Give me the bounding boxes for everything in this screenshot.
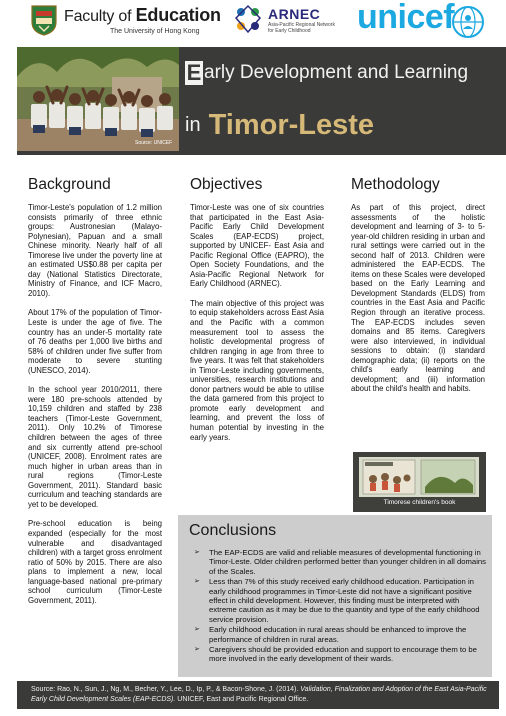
objectives-paragraph: Timor-Leste was one of six countries that participated in the East Asia-Pacific Early Child Development Scales (EAP-ECDS) project, supported by UNICEF- East Asia and Pacific Regional Office (EAPRO), the Open Society Foundations, and the Asia-Pacific Regional Network for Early Childhood (ARNEC).: [190, 203, 324, 289]
children-photo: [17, 47, 179, 151]
unicef-logo-text: unicef: [357, 0, 455, 36]
university-name: The University of Hong Kong: [110, 28, 200, 35]
objectives-section: [190, 176, 324, 452]
faculty-of-education-logo: [64, 6, 221, 35]
citation-authors: Source: Rao, N., Sun, J., Ng, M., Becher, Y., Lee, D., Ip, P., & Bacon-Shone, J. (2014).: [31, 686, 301, 693]
conclusions-heading: Conclusions: [189, 522, 277, 539]
citation-title: Validation, Finalization and Adoption of the East Asia-Pacific Early Child Development Scales (EAP-ECDS).: [31, 686, 487, 703]
arnec-logo: [268, 6, 338, 34]
title-initial: E: [186, 60, 202, 85]
hku-crest-logo: [30, 4, 58, 36]
objectives-paragraph: The main objective of this project was to equip stakeholders across East Asia and the Pacific with a common measurement tool to assess the holistic developmental progress of children ranging in age from three to five years. It was felt that stakeholders in Timor-Leste including governments, universities, research institutions and donor partners would be able to utilise the data garnered from this project to promote early development and learning, and prevent the loss of human potential by investing in the early years.: [190, 298, 324, 442]
conclusion-item: ➢ The EAP-ECDS are valid and reliable measures of developmental functioning in Timor-Leste. Older children performed better than younger children in all domains of the Scales.: [194, 548, 488, 576]
childrens-book-caption: Timorese children's book: [383, 499, 456, 506]
childrens-book-figure: [353, 452, 486, 512]
citation-publisher: UNICEF, East and Pacific Regional Office.: [175, 695, 309, 703]
background-section: [28, 176, 162, 615]
methodology-heading: Methodology: [351, 176, 440, 193]
background-paragraph: About 17% of the population of Timor-Leste is under the age of five. The country has an under-5 mortality rate of 76 deaths per 1,000 live births and 58% of children under five suffer from moderate to severe stunting (UNESCO, 2014).: [28, 308, 162, 375]
faculty-name: Education: [135, 5, 221, 25]
source-citation: [17, 681, 499, 709]
photo-source-caption: Source: UNICEF: [135, 140, 173, 146]
background-paragraph: Timor-Leste's population of 1.2 million consists primarily of three ethnic groups: Austronesian (Malayo-Polynesian), Papuan and a small Chinese minority. Nearly half of all Timorese live under the poverty line at an estimated US$0.88 per capita per day (National Statistics Directorate, Ministry of Finance, and ICF Macro, 2010).: [28, 203, 162, 298]
banner-title-line1: [185, 61, 468, 85]
title-rest: arly Development and Learning: [204, 62, 469, 83]
methodology-paragraph: As part of this project, direct assessments of the holistic development and learning of 3- to 5-year-old children residing in urban and rural settings were carried out in the second half of 2013. Children were administered the EAP-ECDS. The items on these Scales were developed based on the Early Learning and Development Standards (ELDS) from countries in the East Asia and Pacific Region through an iterative process. The EAP-ECDS includes seven domains and 85 items. Caregivers were also interviewed, in individual sessions to obtain: (i) standard demographic data; (ii) reports on the child's early learning and development; and (iii) information about the child's health and habits.: [351, 203, 485, 394]
faculty-prefix: Faculty of: [64, 8, 136, 25]
conclusions-list: [194, 548, 488, 665]
methodology-section: [351, 176, 485, 404]
title-in: in: [185, 114, 201, 136]
conclusions-box: [178, 515, 492, 677]
childrens-book-image: [359, 457, 479, 497]
conclusion-item: ➢ Caregivers should be provided education and support to encourage them to be more involved in the early development of their wards.: [194, 645, 488, 664]
banner-title-line2: [185, 109, 374, 142]
arnec-name: ARNEC: [268, 6, 321, 22]
background-paragraph: Pre-school education is being expanded (especially for the most vulnerable and disadvantaged children) with a target gross enrolment ratio of 50% by 2015. There are also plans to implement a new, local language-based national pre-primary school curriculum (Timor-Leste Government, 2011).: [28, 519, 162, 605]
title-country: Timor-Leste: [208, 109, 375, 141]
arnec-logo-icon: [232, 4, 264, 34]
logo-bar: [0, 0, 506, 44]
arnec-subtitle: Asia-Pacific Regional Network for Early Childhood: [268, 22, 335, 34]
conclusion-item: ➢ Less than 7% of this study received early childhood education. Participation in early childhood programmes in Timor-Leste did not have a significant positive effect in child development. However, this finding must be interpreted with extreme caution as it may be due to the quantity and type of the early childhood service provision.: [194, 577, 488, 624]
title-banner: [17, 47, 506, 155]
objectives-heading: Objectives: [190, 176, 263, 193]
unicef-globe-icon: [451, 5, 485, 39]
background-heading: Background: [28, 176, 111, 193]
conclusion-item: ➢ Early childhood education in rural areas should be enhanced to improve the performance of children in rural areas.: [194, 625, 488, 644]
background-paragraph: In the school year 2010/2011, there were 180 pre-schools attended by 10,159 children and staffed by 238 teachers (Timor-Leste Government, 2011). Only 10.2% of Timorese children between the ages of three and six currently attend pre-school (UNICEF, 2008). Enrolment rates are much higher in urban areas than in rural regions (Timor-Leste Government, 2011). Standard basic curriculum and teaching standards are yet to be developed.: [28, 385, 162, 509]
